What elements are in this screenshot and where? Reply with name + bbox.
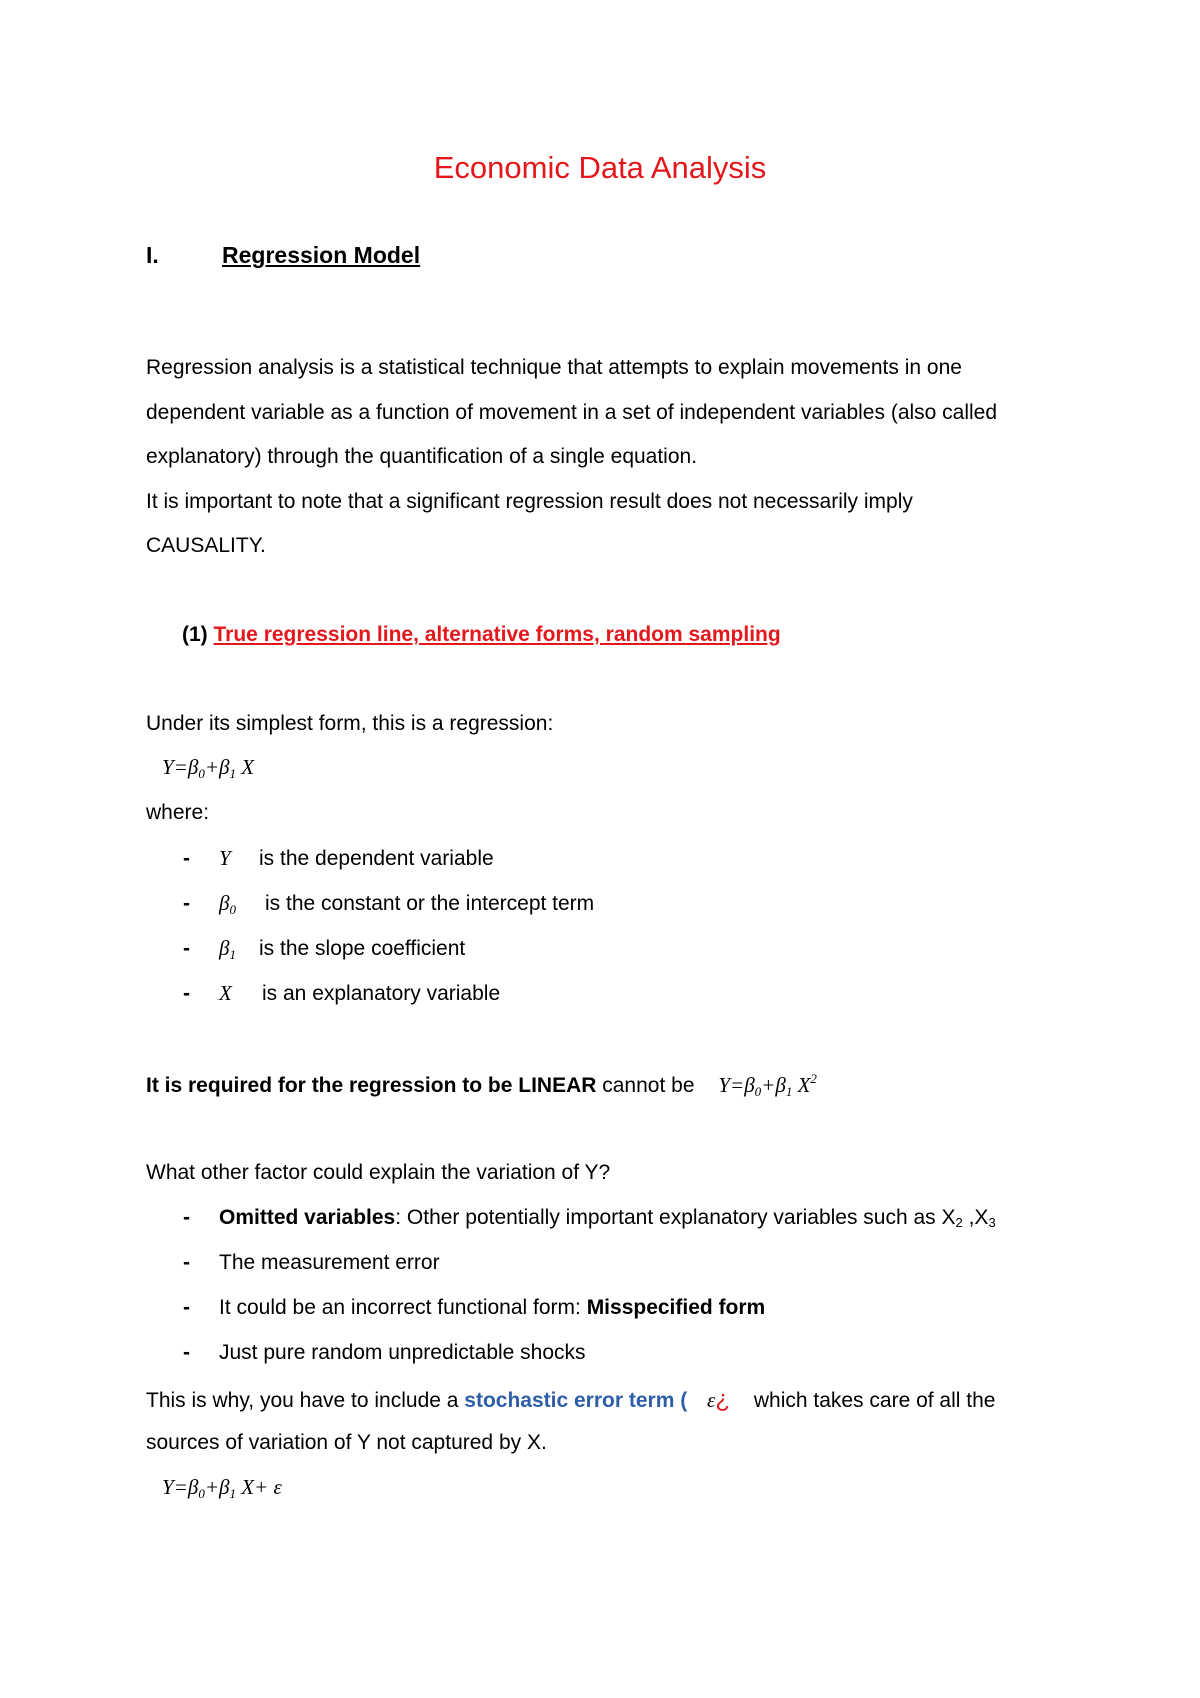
equation-simple: $Y=\beta_0+\beta_1$ X (162, 755, 255, 781)
subsection-number: (1) (182, 623, 208, 646)
factor-item: - The measurement error (183, 1251, 440, 1274)
factor-item: - It could be an incorrect functional form: Misspecified form (183, 1296, 766, 1319)
intro-line-5: CAUSALITY. (146, 534, 266, 557)
stochastic-line-2: sources of variation of Y not captured by X. (146, 1431, 547, 1454)
definition-item: - X is an explanatory variable (183, 981, 501, 1005)
section-numeral: I. (146, 242, 159, 268)
section-title: Regression Model (222, 242, 421, 268)
definition-item: - Y is the dependent variable (183, 846, 494, 870)
definition-item: - $\beta_1$ is the slope coefficient (183, 936, 466, 962)
page-title: Economic Data Analysis (433, 150, 767, 185)
linear-note: It is required for the regression to be LINEAR cannot be $Y=\beta_0+\beta_1$ $X^2$ (146, 1071, 817, 1099)
definition-item: - $\beta_0$ is the constant or the intercept term (183, 891, 595, 917)
equation-with-error: $Y=\beta_0+\beta_1$ X+ ε (162, 1475, 282, 1501)
beta0-symbol: $\beta_0$ (219, 891, 236, 917)
subsection-heading (182, 623, 781, 647)
intro-line-4: It is important to note that a significant regression result does not necessarily imply (146, 490, 913, 513)
intro-line-3: explanatory) through the quantification of a single equation. (146, 445, 698, 468)
intro-line-1: Regression analysis is a statistical technique that attempts to explain movements in one (146, 356, 962, 379)
factor-item: - Omitted variables: Other potentially important explanatory variables such as X2 ,X3 (183, 1206, 996, 1230)
x-symbol: X (219, 981, 232, 1005)
section-heading (146, 242, 420, 269)
other-factor-question: What other factor could explain the variation of Y? (146, 1161, 611, 1184)
y-symbol: Y (219, 846, 231, 870)
simplest-form-text: Under its simplest form, this is a regression: (146, 712, 554, 735)
intro-line-2: dependent variable as a function of movement in a set of independent variables (also called (146, 401, 998, 424)
subsection-title: True regression line, alternative forms, random sampling (213, 623, 781, 646)
beta1-symbol: $\beta_1$ (219, 936, 236, 962)
equation-nonlinear: $Y=\beta_0+\beta_1$ $X^2$ (718, 1071, 817, 1099)
where-text: where: (146, 801, 210, 824)
factor-item: - Just pure random unpredictable shocks (183, 1341, 586, 1364)
stochastic-line-1: This is why, you have to include a stochastic error term ( ε¿ which takes care of all the (146, 1386, 996, 1413)
